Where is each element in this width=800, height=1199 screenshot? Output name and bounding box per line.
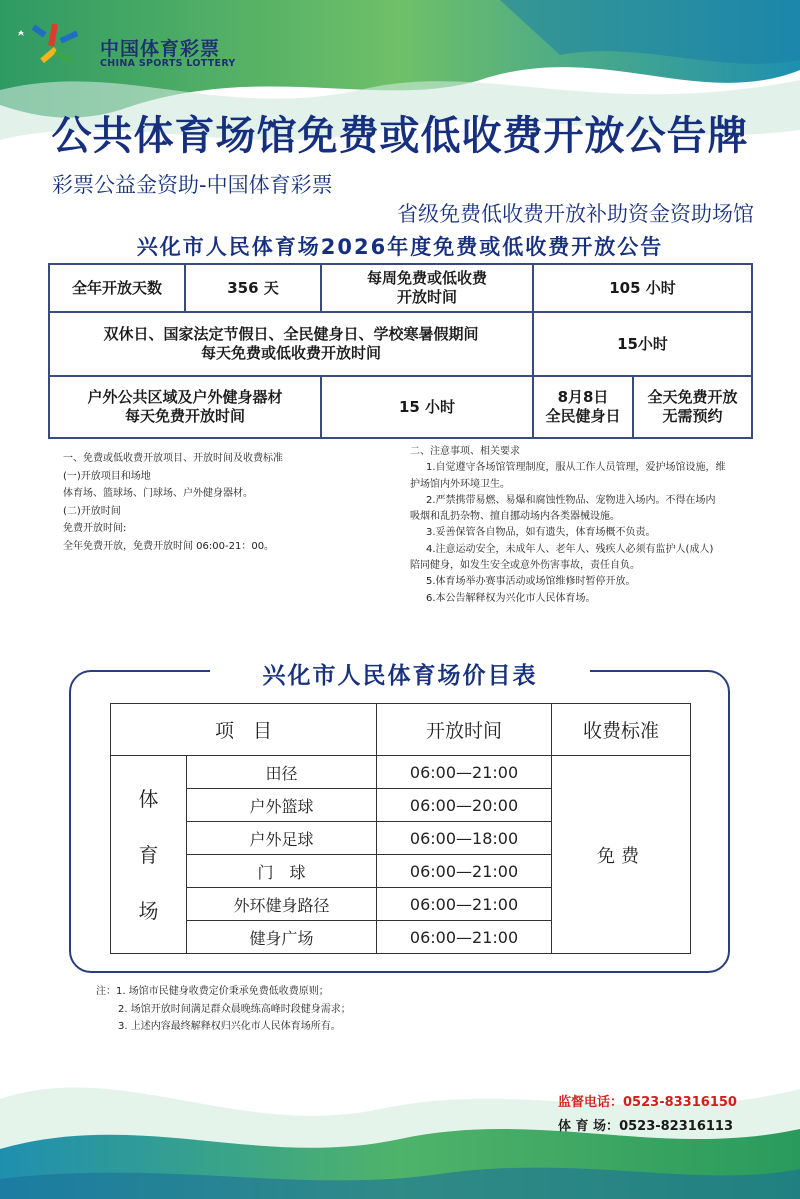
holiday-value: 15小时 — [533, 312, 752, 376]
table-row-time: 06:00—21:00 — [377, 921, 552, 954]
table-row-item: 田径 — [187, 756, 377, 789]
page-title: 公共体育场馆免费或低收费开放公告牌 — [51, 113, 749, 159]
note-line: (二)开放时间 — [63, 505, 121, 517]
note-line: 2.严禁携带易燃、易爆和腐蚀性物品、宠物进入场内。不得在场内 — [426, 494, 716, 506]
weekly-label: 每周免费或低收费 开放时间 — [321, 264, 533, 312]
opening-info-table — [48, 263, 753, 439]
table-row-time: 06:00—20:00 — [377, 789, 552, 822]
venue-phone-number: 0523-82316113 — [619, 1119, 734, 1134]
subtitle-funding: 彩票公益金资助-中国体育彩票 — [52, 173, 333, 197]
table-row-item: 健身广场 — [187, 921, 377, 954]
fitness-day: 8月8日 全民健身日 — [533, 376, 633, 438]
table-row-item: 户外篮球 — [187, 789, 377, 822]
note-line: 1.自觉遵守各场馆管理制度，服从工作人员管理，爱护场馆设施，维 — [426, 462, 726, 474]
outdoor-value: 15 小时 — [321, 376, 533, 438]
note-line: 4.注意运动安全，未成年人、老年人、残疾人必须有监护人(成人) — [426, 543, 714, 555]
table-row-item: 外环健身路径 — [187, 888, 377, 921]
venue-cell — [111, 756, 187, 954]
supervision-phone-line — [558, 1091, 737, 1115]
note-line: 陪同健身，如发生安全或意外伤害事故，责任自负。 — [410, 560, 640, 572]
subtitle-subsidy: 省级免费低收费开放补助资金资助场馆 — [397, 202, 754, 226]
weekly-value: 105 小时 — [533, 264, 752, 312]
price-list-title: 兴化市人民体育场价目表 — [210, 657, 590, 689]
note-line: 5.体育场举办赛事活动或场馆维修时暂停开放。 — [426, 576, 636, 588]
announcement-title: 兴化市人民体育场2026年度免费或低收费开放公告 — [136, 235, 664, 259]
note-line: 护场馆内外环境卫生。 — [410, 478, 510, 490]
footnote-line: 注：1. 场馆市民健身收费定价秉承免费低收费原则； — [96, 986, 329, 997]
logo-chinese-text: 中国体育彩票 — [100, 38, 221, 60]
note-line: 全年免费开放，免费开放时间 06:00-21：00。 — [63, 540, 275, 552]
note-line: 体育场、篮球场、门球场、户外健身器材。 — [63, 488, 253, 499]
venue-char: 体 — [138, 786, 159, 811]
header-item: 项 目 — [111, 704, 377, 756]
table-row-time: 06:00—21:00 — [377, 855, 552, 888]
header-time: 开放时间 — [377, 704, 552, 756]
header-fee: 收费标准 — [552, 704, 691, 756]
logo-english-text: CHINA SPORTS LOTTERY — [100, 58, 236, 69]
price-table — [110, 703, 691, 954]
fitness-day-note: 全天免费开放 无需预约 — [633, 376, 752, 438]
table-row-item: 户外足球 — [187, 822, 377, 855]
venue-phone-label: 体 育 场： — [558, 1119, 620, 1134]
supervision-phone-label: 监督电话： — [558, 1095, 624, 1110]
outdoor-label: 户外公共区域及户外健身器材 每天免费开放时间 — [49, 376, 321, 438]
note-line: 6.本公告解释权为兴化市人民体育场。 — [426, 592, 596, 604]
table-row-item: 门 球 — [187, 855, 377, 888]
notes-requirements — [410, 444, 755, 607]
footnote-line: 2. 场馆开放时间满足群众晨晚练高峰时段健身需求； — [118, 1003, 351, 1015]
note-line: 免费开放时间: — [63, 523, 127, 534]
footnote-line: 3. 上述内容最终解释权归兴化市人民体育场所有。 — [118, 1021, 341, 1032]
requirements-heading: 二、注意事项、相关要求 — [410, 446, 520, 457]
note-line: (一)开放项目和场地 — [63, 470, 151, 482]
note-line: 吸烟和乱扔杂物、擅自挪动场内各类器械设施。 — [410, 511, 620, 523]
notes-opening-items — [63, 450, 393, 555]
days-value: 356 天 — [185, 264, 321, 312]
table-row-time: 06:00—18:00 — [377, 822, 552, 855]
note-line: 3.妥善保管各自物品，如有遗失，体育场概不负责。 — [426, 527, 656, 539]
days-label: 全年开放天数 — [49, 264, 185, 312]
venue-char: 场 — [138, 898, 159, 923]
holiday-label: 双休日、国家法定节假日、全民健身日、学校寒暑假期间 每天免费或低收费开放时间 — [49, 312, 533, 376]
contact-info — [558, 1091, 737, 1139]
footnotes — [96, 983, 351, 1036]
table-row-time: 06:00—21:00 — [377, 756, 552, 789]
venue-phone-line — [558, 1115, 737, 1139]
fee-cell: 免费 — [552, 756, 691, 954]
venue-char: 育 — [138, 842, 159, 867]
supervision-phone-number: 0523-83316150 — [623, 1095, 737, 1110]
note-line: 一、免费或低收费开放项目、开放时间及收费标准 — [63, 453, 283, 464]
table-row-time: 06:00—21:00 — [377, 888, 552, 921]
